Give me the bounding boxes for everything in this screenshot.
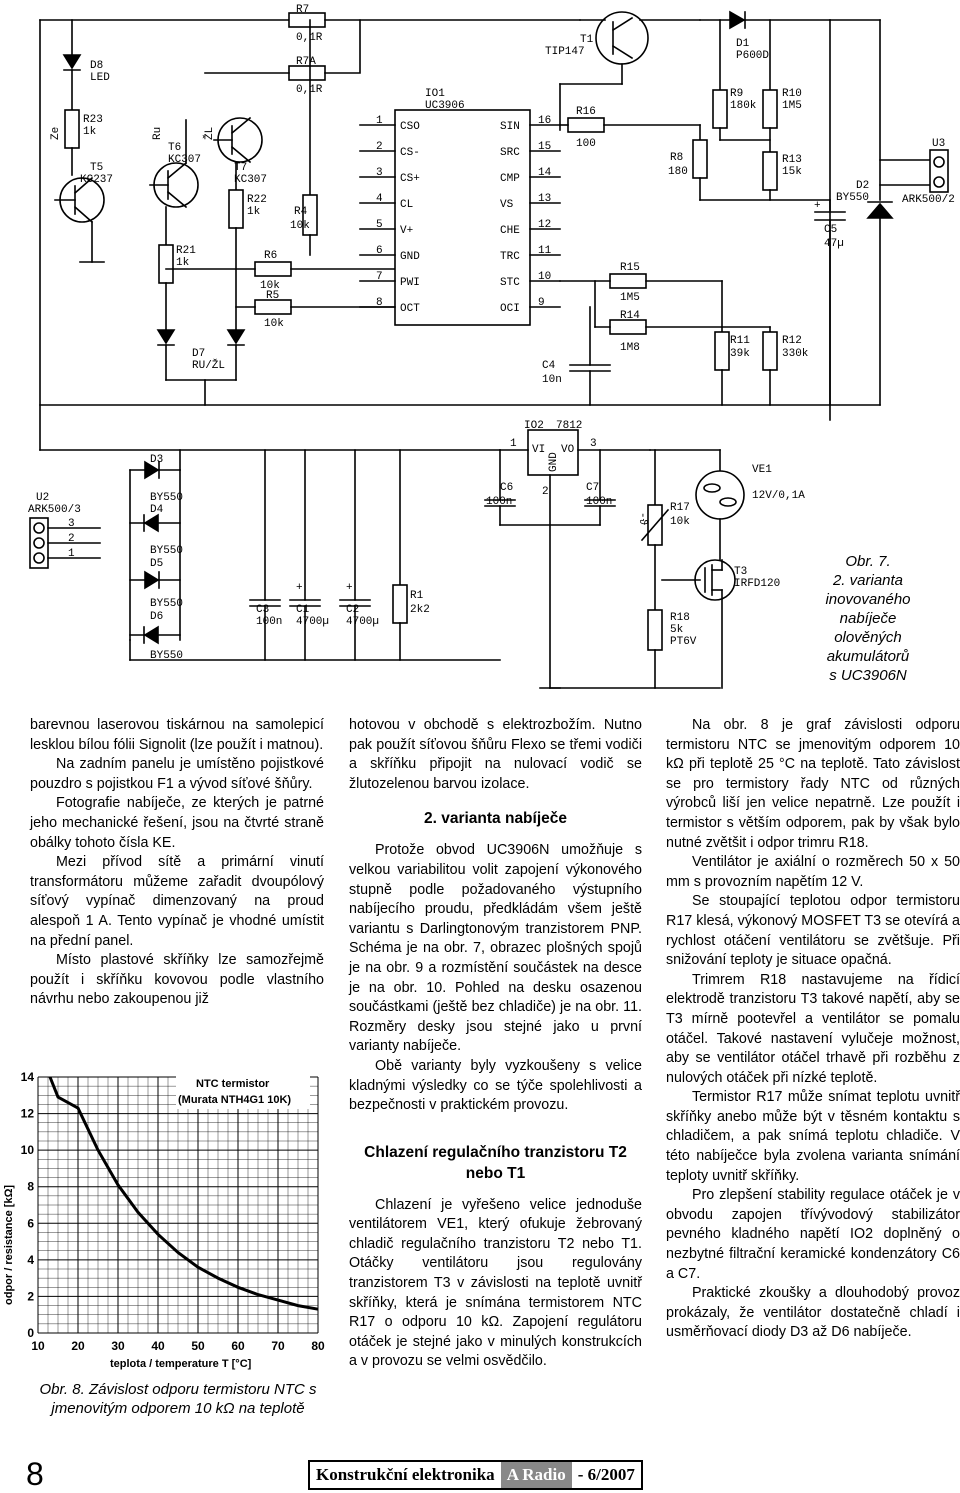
label-R7-value: 0,1R: [296, 32, 323, 44]
label-C7: C7: [586, 482, 600, 494]
label-IO2-pin1: 1: [510, 438, 517, 450]
io1-pin-number: 8: [376, 297, 383, 309]
section-heading: Chlazení regulačního tranzistoru T2 nebo T1: [364, 1143, 627, 1182]
io1-pin-name: CS+: [400, 173, 420, 185]
chart-xtick-label: 80: [311, 1339, 325, 1353]
label-C7-value: 100n: [586, 496, 613, 508]
io1-pin-name: SIN: [500, 121, 520, 133]
io1-pin-name: CL: [400, 199, 414, 211]
label-R17-theta: -ϑ: [636, 512, 648, 526]
chart-ytick-label: 4: [27, 1252, 34, 1267]
label-R11: R11: [730, 335, 750, 347]
label-R5-value: 10k: [264, 318, 284, 330]
label-C1: C1: [296, 604, 310, 616]
label-C4-value: 10n: [542, 374, 562, 386]
label-R18-type: PT6V: [670, 636, 697, 648]
label-D7-value: RU/ŽL: [192, 360, 226, 372]
io1-pin-name: CMP: [500, 173, 520, 185]
label-R8-value: 180: [668, 166, 688, 178]
io1-pin-name: CSO: [400, 121, 420, 133]
label-D2: D2: [856, 180, 870, 192]
io1-pin-number: 14: [538, 167, 552, 179]
chart-ytick-label: 14: [20, 1070, 34, 1084]
label-D3-value: BY550: [150, 492, 184, 504]
label-U3: U3: [932, 138, 946, 150]
journal-name-highlight: A Radio: [501, 1462, 572, 1488]
label-C4: C4: [542, 360, 556, 372]
chart-ytick-label: 6: [27, 1216, 34, 1231]
label-C2-value: 4700µ: [346, 616, 380, 628]
label-R18-value: 5k: [670, 624, 684, 636]
io1-pin-number: 5: [376, 219, 383, 231]
label-R11-value: 39k: [730, 348, 750, 360]
label-D8-value: LED: [90, 72, 110, 84]
label-R6-value: 10k: [260, 280, 280, 292]
label-C3: C3: [256, 604, 270, 616]
label-IO2: IO2: [524, 420, 544, 432]
label-D6: D6: [150, 611, 164, 623]
label-R10-value: 1M5: [782, 100, 802, 112]
label-R23-value: 1k: [83, 126, 97, 138]
label-U2-pin2: 2: [68, 533, 75, 545]
section-heading: 2. varianta nabíječe: [423, 810, 568, 828]
label-R13: R13: [782, 154, 802, 166]
label-R15-value: 1M5: [620, 292, 640, 304]
label-plus-C2: +: [346, 582, 353, 594]
label-R7: R7: [296, 4, 310, 16]
label-R16-value: 100: [576, 138, 596, 150]
label-T3: T3: [734, 566, 748, 578]
io1-pin-number: 2: [376, 141, 383, 153]
label-R9-value: 180k: [730, 100, 757, 112]
label-VE1-value: 12V/0,1A: [752, 490, 805, 502]
io1-pin-number: 9: [538, 297, 545, 309]
io1-pin-number: 4: [376, 193, 383, 205]
chart-xtick-label: 10: [31, 1339, 45, 1353]
ntc-resistance-chart: [0, 1065, 330, 1375]
io1-pin-name: STC: [500, 277, 520, 289]
label-R8: R8: [670, 152, 684, 164]
label-R7A: R7A: [296, 56, 316, 68]
chart-xtick-label: 40: [151, 1339, 165, 1353]
chart-ytick-label: 10: [20, 1143, 34, 1158]
io1-pin-number: 1: [376, 115, 383, 127]
journal-name: Konstrukční elektronika: [316, 1465, 495, 1484]
label-D2-value: BY550: [836, 192, 870, 204]
label-C1-value: 4700µ: [296, 616, 330, 628]
figure-8-caption: Obr. 8. Závislost odporu termistoru NTC s jmenovitým odporem 10 kΩ na teplotě: [39, 1381, 317, 1417]
label-T6: T6: [168, 142, 182, 154]
paragraph: Se stoupající teplotou odpor termistoru R17 klesá, výkonový MOSFET T3 se otevírá a rychlost otáčení ventilátoru se zvětšuje. Při snižování teploty je situace opačná.: [666, 893, 960, 969]
label-T5: T5: [90, 162, 104, 174]
chart-subtitle: (Murata NTH4G1 10K): [178, 1094, 292, 1106]
paragraph: Obě varianty byly vyzkoušeny s velice kladnými výsledky co se týče spolehlivosti a bezpečnosti v praktickém provozu.: [349, 1057, 642, 1114]
label-Ru: Ru: [152, 126, 164, 140]
io1-pin-name: CS-: [400, 147, 420, 159]
io1-pin-number: 15: [538, 141, 552, 153]
label-T7: T7: [234, 162, 248, 174]
chart-xtick-label: 60: [231, 1339, 245, 1353]
label-R7A-value: 0,1R: [296, 84, 323, 96]
io1-pin-number: 13: [538, 193, 552, 205]
io1-pin-number: 11: [538, 245, 552, 257]
label-C2: C2: [346, 604, 360, 616]
chart-xtick-label: 70: [271, 1339, 285, 1353]
paragraph: barevnou laserovou tiskárnou na samolepicí lesklou bílou fólii Signolit (lze použít i matnou).: [30, 717, 324, 753]
journal-issue: - 6/2007: [577, 1465, 635, 1484]
label-D1: D1: [736, 38, 750, 50]
io1-pin-number: 7: [376, 271, 383, 283]
label-U2: U2: [36, 492, 50, 504]
io1-pin-name: V+: [400, 225, 414, 237]
label-T3-value: IRFD120: [734, 578, 781, 590]
label-IO2-pin2: 2: [542, 486, 549, 498]
label-U3-value: ARK500/2: [902, 194, 955, 206]
label-U2-pin1: 1: [68, 548, 75, 560]
label-T6-value: KC307: [168, 154, 202, 166]
chart-ytick-label: 8: [27, 1179, 34, 1194]
page-number: 8: [26, 1456, 44, 1492]
label-IO1: IO1: [425, 88, 445, 100]
paragraph: Protože obvod UC3906N umožňuje s velkou variabilitou volit zapojení výkonového stupně podle požadovaného výstupního nabíjecího proudu, předkládám všem ještě variantu s Darlingtonovým tranzistorem PNP. Schéma je na obr. 7, obrazec plošných spojů je na obr. 9 a rozmístění součástek na desce je na obr. 10. Pohled na desku osazenou součástkami (ještě bez chladiče) je na obr. 11. Rozměry desky jsou stejné jako u první varianty nabíječe.: [349, 842, 642, 1055]
label-T1-value: TIP147: [545, 46, 585, 58]
io1-pin-number: 6: [376, 245, 383, 257]
chart-ytick-label: 2: [27, 1289, 34, 1304]
label-D7: D7: [192, 348, 206, 360]
label-plus-C1: +: [296, 582, 303, 594]
figure-7-caption: Obr. 7. 2. varianta inovovaného nabíječe olověných akumulátorů s UC3906N: [825, 553, 911, 684]
chart-xtick-label: 20: [71, 1339, 85, 1353]
paragraph: Trimrem R18 nastavujeme na řídicí elektrodě tranzistoru T3 takové napětí, aby se T3 mírně pootevřel a ventilátor se pomalu otáčel. Takové nastavení vylučeje možnost, aby se ventilátor otáčel trhavě při rozběhu z nulových otáček při nízké teplotě.: [666, 971, 960, 1086]
label-R13-value: 15k: [782, 166, 802, 178]
label-R4: R4: [294, 206, 308, 218]
paragraph: Fotografie nabíječe, ze kterých je patrné jeho mechanické řešení, jsou na čtvrté straně obálky tohoto čísla KE.: [30, 795, 324, 851]
label-ZL: ŽL: [204, 126, 216, 140]
label-R4-value: 10k: [290, 220, 310, 232]
label-R14-value: 1M8: [620, 342, 640, 354]
label-R16: R16: [576, 106, 596, 118]
label-C5: C5: [824, 224, 838, 236]
label-D4: D4: [150, 504, 164, 516]
paragraph: Chlazení je vyřešeno velice jednoduše ventilátorem VE1, který ofukuje žebrovaný chladič regulačního tranzistoru T2 nebo T1. Otáčky ventilátoru jsou regulovány tranzistorem T3 v závislosti na teplotě uvnitř skříňky, která je snímána termistorem NTC R17 o odporu 10 kΩ. Zapojení regulátoru otáček je stejné jako v minulých konstrukcích a v provozu se velmi osvědčilo.: [349, 1196, 642, 1370]
label-D8: D8: [90, 60, 104, 72]
chart-ytick-label: 12: [20, 1106, 34, 1121]
label-R14: R14: [620, 310, 640, 322]
label-R23: R23: [83, 114, 103, 126]
label-U2-value: ARK500/3: [28, 504, 81, 516]
label-R22-value: 1k: [247, 206, 261, 218]
io1-pin-number: 16: [538, 115, 552, 127]
label-R6: R6: [264, 250, 278, 262]
label-C6: C6: [500, 482, 514, 494]
label-R12: R12: [782, 335, 802, 347]
io1-pin-name: OCT: [400, 303, 420, 315]
label-R15: R15: [620, 262, 640, 274]
label-IO2-VI: VI: [532, 444, 546, 456]
text-column-3: [666, 716, 960, 1343]
label-IO1-value: UC3906: [425, 100, 465, 112]
label-D5-value: BY550: [150, 598, 184, 610]
chart-title: NTC termistor: [196, 1078, 270, 1090]
text-column-1: [30, 716, 324, 1010]
journal-banner: [308, 1460, 643, 1490]
label-T1: T1: [580, 34, 594, 46]
chart-xtick-label: 50: [191, 1339, 205, 1353]
label-R21-value: 1k: [176, 257, 190, 269]
io1-pin-number: 10: [538, 271, 552, 283]
label-IO2-value: 7812: [556, 420, 583, 432]
paragraph: Mezi přívod sítě a primární vinutí transformátoru můžeme zařadit dvoupólový síťový vypínač dimenzovaný na proud alespoň 1 A. Tento vypínač je vhodné umístit na přední panel.: [30, 854, 324, 949]
chart-ytick-label: 0: [27, 1326, 34, 1340]
paragraph: Termistor R17 může snímat teplotu uvnitř skříňky anebo může být v těsném kontaktu s chladičem, a pak snímá teplotu chladiče. V této nabíječce byla zvolena varianta snímání teploty uvnitř skříňky.: [666, 1089, 960, 1184]
text-column-2: [349, 716, 642, 1372]
label-plus-C5: +: [814, 200, 821, 212]
label-T5-value: KC237: [80, 174, 114, 186]
io1-pin-number: 12: [538, 219, 552, 231]
chart-xlabel: teplota / temperature T [°C]: [110, 1358, 252, 1370]
label-D6-value: BY550: [150, 650, 184, 662]
chart-xtick-label: 30: [111, 1339, 125, 1353]
io1-pin-name: PWI: [400, 277, 420, 289]
label-R5: R5: [266, 290, 280, 302]
io1-pin-name: VS: [500, 199, 514, 211]
label-IO2-VO: VO: [561, 444, 575, 456]
paragraph: Na zadním panelu je umístěno pojistkové pouzdro s pojistkou F1 a vývod síťové šňůry.: [30, 756, 324, 792]
paragraph: Pro zlepšení stability regulace otáček je v obvodu zapojen třívývodový stabilizátor pevného kladného napětí IO2 doplněný o nezbytné filtrační keramické kondenzátory C6 a C7.: [666, 1187, 960, 1282]
io1-pin-name: SRC: [500, 147, 520, 159]
label-U2-pin3: 3: [68, 518, 75, 530]
label-IO2-GND: GND: [548, 452, 560, 472]
label-Ze: Ze: [50, 126, 62, 140]
io1-pin-name: OCI: [500, 303, 520, 315]
label-IO2-pin3: 3: [590, 438, 597, 450]
paragraph: Ventilátor je axiální o rozměrech 50 x 50 mm s provozním napětím 12 V.: [666, 854, 960, 890]
label-R17-value: 10k: [670, 516, 690, 528]
label-R1: R1: [410, 590, 424, 602]
label-R18: R18: [670, 612, 690, 624]
label-R10: R10: [782, 88, 802, 100]
label-D3: D3: [150, 454, 164, 466]
label-D5: D5: [150, 558, 164, 570]
label-R17: R17: [670, 502, 690, 514]
label-R9: R9: [730, 88, 744, 100]
label-C3-value: 100n: [256, 616, 283, 628]
paragraph: Praktické zkoušky a dlouhodobý provoz prokázaly, že ventilátor dostatečně chladí i usměrňovací diody D3 až D6 nabíječe.: [666, 1285, 960, 1341]
io1-pin-name: TRC: [500, 251, 520, 263]
label-R1-value: 2k2: [410, 604, 430, 616]
label-VE1: VE1: [752, 464, 772, 476]
io1-pin-name: GND: [400, 251, 420, 263]
paragraph: hotovou v obchodě s elektrozbožím. Nutno pak použít síťovou šňůru Flexo se třemi vodiči a skříňku připojit na nulovací vodič se žlutozelenou barvou izolace.: [349, 717, 642, 792]
label-D1-value: P600D: [736, 50, 770, 62]
label-R12-value: 330k: [782, 348, 809, 360]
chart-ylabel: odpor / resistance [kΩ]: [3, 1184, 15, 1305]
label-C6-value: 100n: [486, 496, 513, 508]
label-R21: R21: [176, 245, 196, 257]
label-D4-value: BY550: [150, 545, 184, 557]
io1-pin-name: CHE: [500, 225, 520, 237]
label-T7-value: KC307: [234, 174, 268, 186]
io1-pin-number: 3: [376, 167, 383, 179]
paragraph: Na obr. 8 je graf závislosti odporu termistoru NTC se jmenovitým odporem 10 kΩ při teplotě 25 °C na teplotě. Tato závislost se pro termistory řady NTC od různých výrobců liší jen velice nepatrně. Lze použít i termistor s větším odporem, pak by však bylo nutné zvětšit i odpor trimru R18.: [666, 717, 960, 851]
label-R22: R22: [247, 194, 267, 206]
paragraph: Místo plastové skříňky lze samozřejmě použít i skříňku kovovou podle vlastního návrhu nebo zakoupenou již: [30, 952, 324, 1008]
label-C5-value: 47µ: [824, 238, 844, 250]
